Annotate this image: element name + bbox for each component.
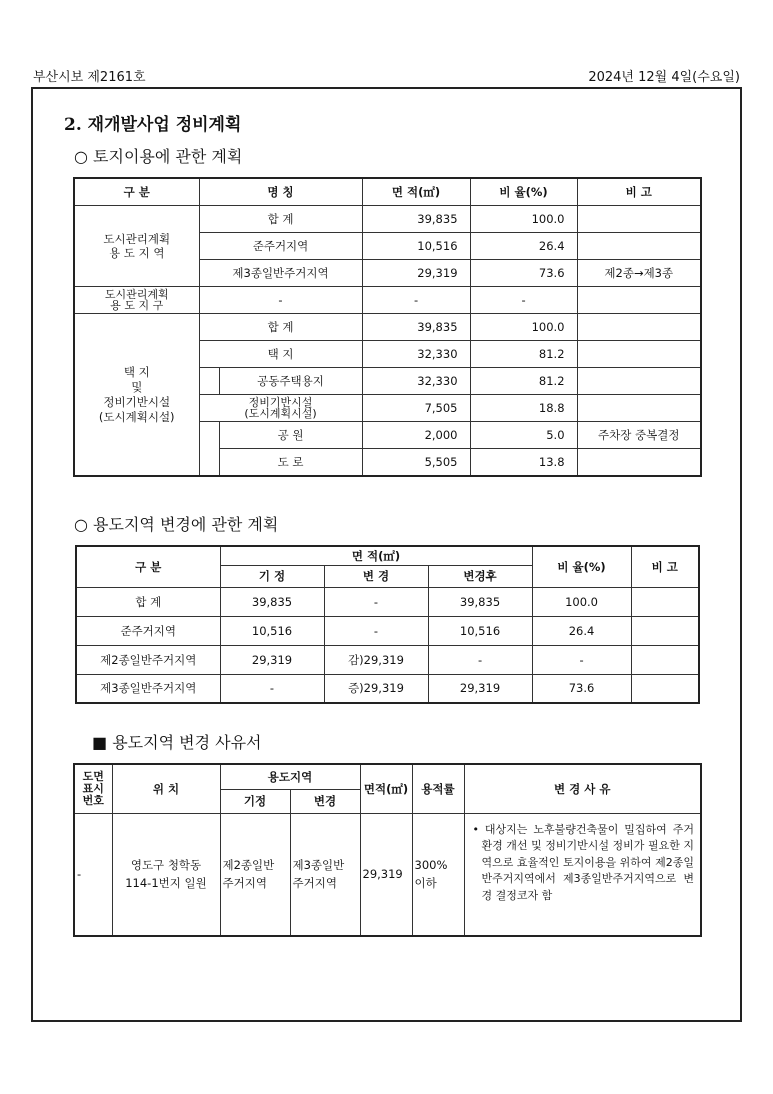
row-reason	[464, 813, 701, 936]
row-ratio: 26.4	[470, 233, 577, 260]
col-header-change: 변 경	[324, 565, 428, 587]
row-note	[631, 674, 699, 703]
row-name: 택 지	[199, 341, 362, 368]
col-header-zone: 용도지역	[220, 764, 360, 789]
row-location: 영도구 청학동 114-1번지 일원	[112, 813, 220, 936]
change-reason-table	[73, 763, 702, 937]
col-header-existing: 기 정	[220, 565, 324, 587]
page-title: 2. 재개발사업 정비계획	[64, 115, 242, 135]
header-date: 2024년 12월 4일(수요일)	[588, 70, 740, 85]
indent-spacer	[199, 368, 219, 395]
row-far: 300% 이하	[412, 813, 464, 936]
col-header-after: 변경후	[428, 565, 532, 587]
col-header-location: 위 치	[112, 764, 220, 813]
row-note	[577, 395, 701, 422]
row-note	[631, 616, 699, 645]
row-note	[577, 449, 701, 477]
row-ratio: 100.0	[470, 206, 577, 233]
row-note	[577, 314, 701, 341]
row-area: 29,319	[360, 813, 412, 936]
row-ratio: 26.4	[532, 616, 631, 645]
group-label-zone: 도시관리계획 용 도 지 역	[74, 206, 199, 287]
row-name: -	[199, 287, 362, 314]
col-header-note: 비 고	[631, 546, 699, 587]
reason-text: • 대상지는 노후불량건축물이 밀집하여 주거환경 개선 및 정비기반시설 정비가 필요한 지역으로 효율적인 토지이용을 위하여 제2종일반주거지역에서 제3종일반주거지역으로 변경 결정코자 함	[472, 822, 694, 902]
row-ratio: 5.0	[470, 422, 577, 449]
row-name: 합 계	[199, 206, 362, 233]
row-after: 10,516	[428, 616, 532, 645]
row-name: 공동주택용지	[219, 368, 362, 395]
col-header-change: 변경	[290, 789, 360, 813]
row-area: 10,516	[362, 233, 470, 260]
row-name: 도 로	[219, 449, 362, 477]
row-note: 제2종→제3종	[577, 260, 701, 287]
row-after: -	[428, 645, 532, 674]
row-note	[631, 645, 699, 674]
row-existing: -	[220, 674, 324, 703]
row-area: -	[362, 287, 470, 314]
col-header-note: 비 고	[577, 178, 701, 206]
row-area: 32,330	[362, 341, 470, 368]
row-ratio: 18.8	[470, 395, 577, 422]
col-header-area: 면적(㎡)	[360, 764, 412, 813]
indent-spacer	[199, 422, 219, 449]
header-publication: 부산시보 제2161호	[33, 70, 146, 85]
row-after: 39,835	[428, 587, 532, 616]
row-note	[577, 341, 701, 368]
col-header-area: 면 적(㎡)	[220, 546, 532, 565]
row-name: 제3종일반주거지역	[199, 260, 362, 287]
section-heading-land-use: ○ 토지이용에 관한 계획	[74, 147, 243, 166]
row-change: -	[324, 616, 428, 645]
row-area: 32,330	[362, 368, 470, 395]
land-use-table	[73, 177, 702, 477]
row-note: 주차장 중복결정	[577, 422, 701, 449]
row-no: -	[74, 813, 112, 936]
group-label-land-infra: 택 지 및 정비기반시설 (도시계획시설)	[74, 314, 199, 477]
row-ratio: 81.2	[470, 341, 577, 368]
section-heading-zone-change: ○ 용도지역 변경에 관한 계획	[74, 515, 279, 534]
col-header-area: 면 적(㎡)	[362, 178, 470, 206]
row-existing: 10,516	[220, 616, 324, 645]
row-name: 공 원	[219, 422, 362, 449]
col-header-no: 도면 표시 번호	[74, 764, 112, 813]
row-change: -	[324, 587, 428, 616]
row-ratio: -	[470, 287, 577, 314]
row-change: 감)29,319	[324, 645, 428, 674]
row-ratio: 100.0	[532, 587, 631, 616]
section-heading-change-reason: ■ 용도지역 변경 사유서	[92, 733, 262, 752]
row-area: 39,835	[362, 206, 470, 233]
row-area: 5,505	[362, 449, 470, 477]
row-label: 제3종일반주거지역	[76, 674, 220, 703]
col-header-name: 명 칭	[199, 178, 362, 206]
row-label: 제2종일반주거지역	[76, 645, 220, 674]
row-area: 7,505	[362, 395, 470, 422]
row-note	[577, 233, 701, 260]
row-note	[577, 368, 701, 395]
row-ratio: 100.0	[470, 314, 577, 341]
row-area: 39,835	[362, 314, 470, 341]
row-ratio: 13.8	[470, 449, 577, 477]
col-header-existing: 기정	[220, 789, 290, 813]
row-ratio: 73.6	[532, 674, 631, 703]
row-after: 29,319	[428, 674, 532, 703]
row-existing: 29,319	[220, 645, 324, 674]
row-existing: 제2종일반 주거지역	[220, 813, 290, 936]
col-header-gubun: 구 분	[76, 546, 220, 587]
row-name: 준주거지역	[199, 233, 362, 260]
row-label: 준주거지역	[76, 616, 220, 645]
row-name: 합 계	[199, 314, 362, 341]
row-ratio: -	[532, 645, 631, 674]
col-header-reason: 변 경 사 유	[464, 764, 701, 813]
row-note	[577, 206, 701, 233]
col-header-ratio: 비 율(%)	[532, 546, 631, 587]
row-area: 2,000	[362, 422, 470, 449]
row-ratio: 73.6	[470, 260, 577, 287]
row-change: 제3종일반 주거지역	[290, 813, 360, 936]
group-label-district: 도시관리계획 용 도 지 구	[74, 287, 199, 314]
row-label: 합 계	[76, 587, 220, 616]
row-note	[577, 287, 701, 314]
zone-change-table	[75, 545, 700, 704]
row-note	[631, 587, 699, 616]
row-name: 정비기반시설 (도시계획시설)	[199, 395, 362, 422]
row-area: 29,319	[362, 260, 470, 287]
row-ratio: 81.2	[470, 368, 577, 395]
col-header-ratio: 비 율(%)	[470, 178, 577, 206]
row-change: 증)29,319	[324, 674, 428, 703]
row-existing: 39,835	[220, 587, 324, 616]
col-header-gubun: 구 분	[74, 178, 199, 206]
indent-spacer	[199, 449, 219, 477]
col-header-far: 용적률	[412, 764, 464, 813]
